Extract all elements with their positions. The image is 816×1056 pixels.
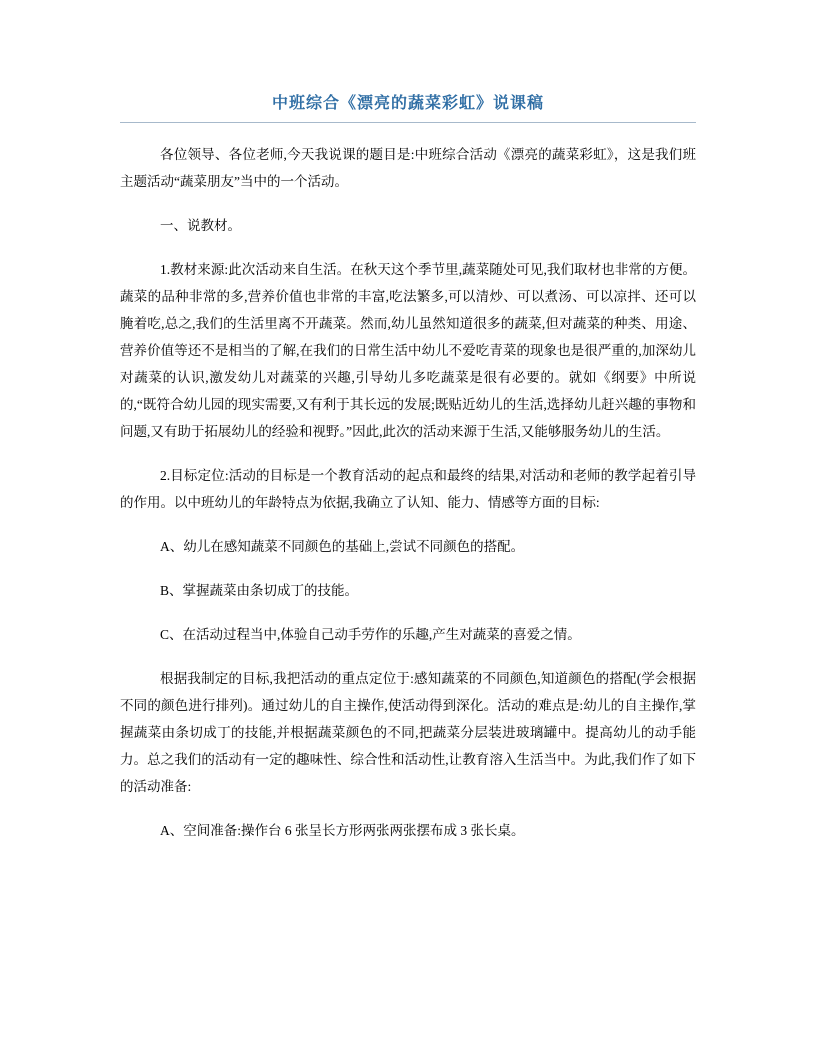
title-divider: [120, 122, 696, 123]
paragraph-goals: 2.目标定位:活动的目标是一个教育活动的起点和最终的结果,对活动和老师的教学起着引导的作用。以中班幼儿的年龄特点为依据,我确立了认知、能力、情感等方面的目标:: [120, 468, 696, 510]
page-title: 中班综合《漂亮的蔬菜彩虹》说课稿: [271, 95, 544, 112]
paragraph-prep-a: A、空间准备:操作台 6 张呈长方形两张两张摆布成 3 张长桌。: [160, 823, 525, 838]
paragraph-section-1: 一、说教材。: [160, 218, 241, 233]
paragraph-goal-a: A、幼儿在感知蔬菜不同颜色的基础上,尝试不同颜色的搭配。: [160, 539, 525, 554]
paragraph-focus: 根据我制定的目标,我把活动的重点定位于:感知蔬菜的不同颜色,知道颜色的搭配(学会根据不同的颜色进行排列)。通过幼儿的自主操作,使活动得到深化。活动的难点是:幼儿的自主操作,掌握蔬菜由条切成丁的技能,并根据蔬菜颜色的不同,把蔬菜分层装进玻璃罐中。提高幼儿的动手能力。总之我们的活动有一定的趣味性、综合性和活动性,让教育溶入生活当中。为此,我们作了如下的活动准备:: [120, 671, 696, 794]
paragraph-goal-b: B、掌握蔬菜由条切成丁的技能。: [160, 583, 359, 598]
paragraph-source: 1.教材来源:此次活动来自生活。在秋天这个季节里,蔬菜随处可见,我们取材也非常的方便。蔬菜的品种非常的多,营养价值也非常的丰富,吃法繁多,可以清炒、可以煮汤、可以凉拌、还可以腌着吃,总之,我们的生活里离不开蔬菜。然而,幼儿虽然知道很多的蔬菜,但对蔬菜的种类、用途、营养价值等还不是相当的了解,在我们的日常生活中幼儿不爱吃青菜的现象也是很严重的,加深幼儿对蔬菜的认识,激发幼儿对蔬菜的兴趣,引导幼儿多吃蔬菜是很有必要的。就如《纲要》中所说的,“既符合幼儿园的现实需要,又有利于其长远的发展;既贴近幼儿的生活,选择幼儿赶兴趣的事物和问题,又有助于拓展幼儿的经验和视野。”因此,此次的活动来源于生活,又能够服务幼儿的生活。: [120, 262, 696, 439]
paragraph-goal-c: C、在活动过程当中,体验自己动手劳作的乐趣,产生对蔬菜的喜爱之情。: [160, 627, 581, 642]
document-body: [120, 141, 696, 844]
paragraph-intro: 各位领导、各位老师,今天我说课的题目是:中班综合活动《漂亮的蔬菜彩虹》，这是我们班主题活动“蔬菜朋友”当中的一个活动。: [120, 147, 696, 189]
